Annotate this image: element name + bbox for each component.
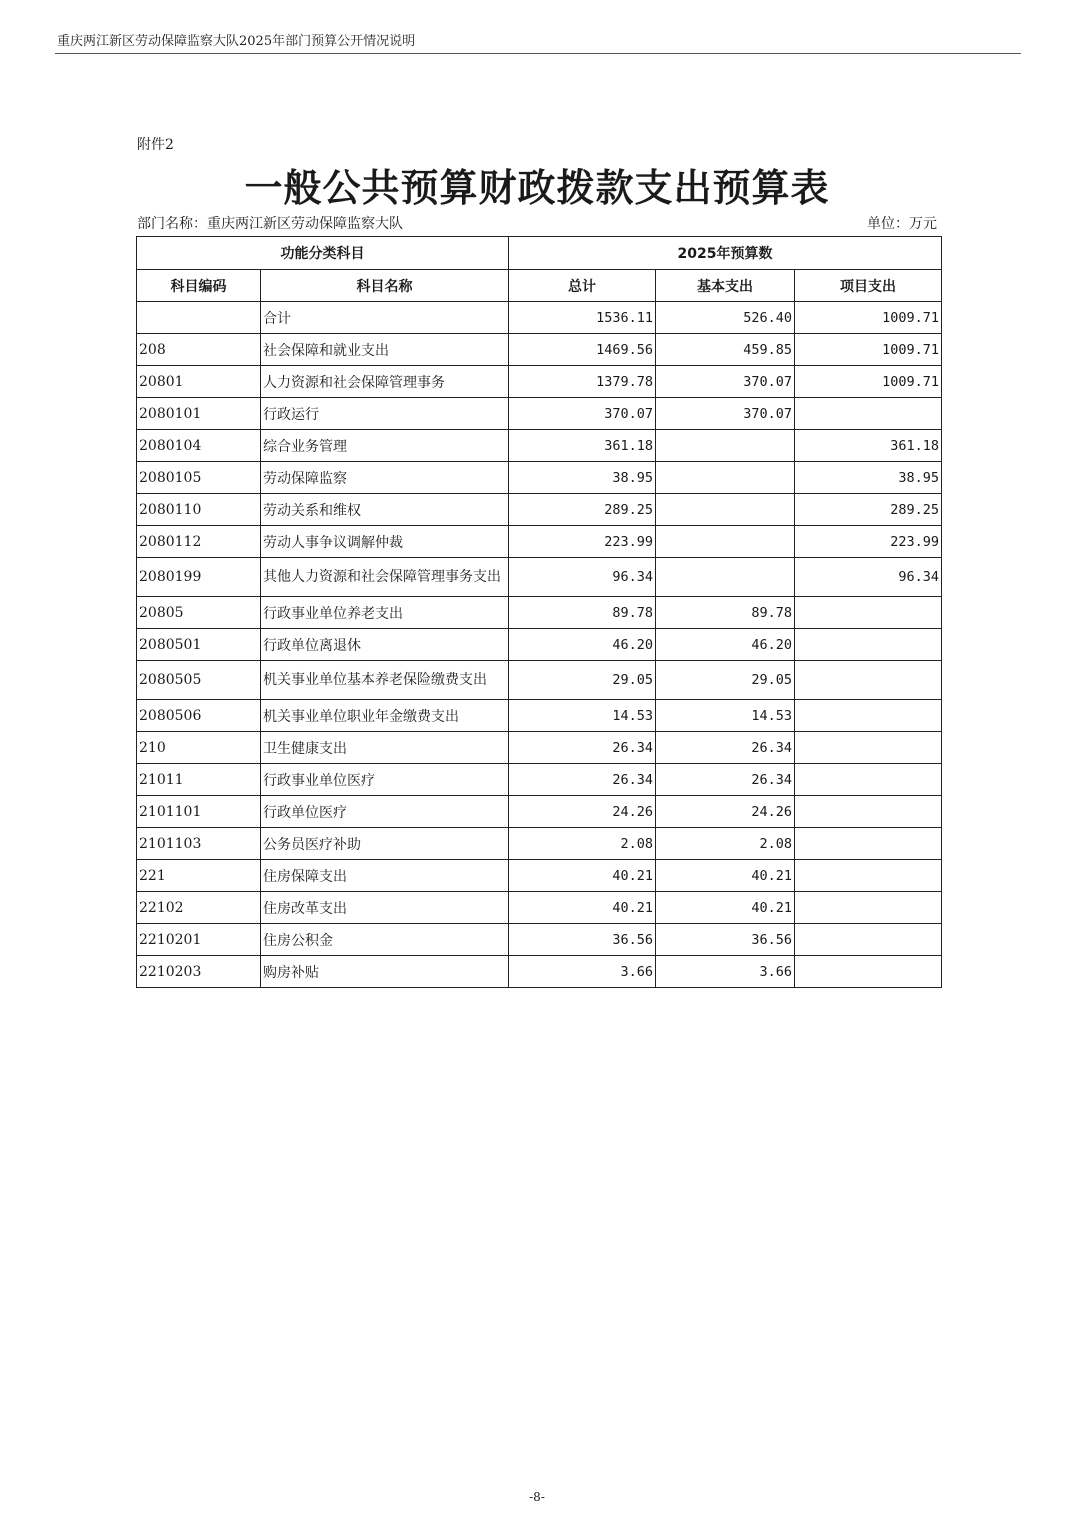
cell-name: 行政事业单位医疗: [261, 764, 509, 796]
cell-basic: 26.34: [656, 732, 795, 764]
cell-code: 2101103: [137, 828, 261, 860]
cell-project: [795, 398, 942, 430]
cell-code: 221: [137, 860, 261, 892]
cell-basic: 40.21: [656, 860, 795, 892]
cell-code: 2080101: [137, 398, 261, 430]
header-project: 项目支出: [795, 270, 942, 302]
cell-project: [795, 860, 942, 892]
cell-total: 38.95: [509, 462, 656, 494]
cell-total: 1469.56: [509, 334, 656, 366]
cell-total: 289.25: [509, 494, 656, 526]
cell-name: 公务员医疗补助: [261, 828, 509, 860]
cell-project: 1009.71: [795, 366, 942, 398]
cell-basic: [656, 558, 795, 597]
cell-basic: 46.20: [656, 629, 795, 661]
department-label: 部门名称：重庆两江新区劳动保障监察大队: [137, 216, 403, 232]
cell-project: [795, 828, 942, 860]
cell-name: 行政事业单位养老支出: [261, 597, 509, 629]
cell-code: 2080105: [137, 462, 261, 494]
cell-code: 2080104: [137, 430, 261, 462]
cell-code: 2101101: [137, 796, 261, 828]
cell-code: 20805: [137, 597, 261, 629]
cell-code: 2210201: [137, 924, 261, 956]
cell-total: 26.34: [509, 732, 656, 764]
cell-basic: 14.53: [656, 700, 795, 732]
cell-name: 人力资源和社会保障管理事务: [261, 366, 509, 398]
header-basic: 基本支出: [656, 270, 795, 302]
cell-total: 361.18: [509, 430, 656, 462]
cell-total: 24.26: [509, 796, 656, 828]
table-row: [137, 661, 942, 700]
cell-name: 行政单位医疗: [261, 796, 509, 828]
running-header: 重庆两江新区劳动保障监察大队2025年部门预算公开情况说明: [57, 34, 416, 49]
table-row: [137, 334, 942, 366]
cell-project: 1009.71: [795, 334, 942, 366]
cell-total: 36.56: [509, 924, 656, 956]
cell-total: 40.21: [509, 860, 656, 892]
cell-total: 1379.78: [509, 366, 656, 398]
cell-project: [795, 796, 942, 828]
table-group-header-row: [137, 237, 942, 270]
cell-basic: [656, 430, 795, 462]
cell-basic: 459.85: [656, 334, 795, 366]
cell-code: 2080110: [137, 494, 261, 526]
table-row: [137, 398, 942, 430]
cell-basic: 26.34: [656, 764, 795, 796]
cell-project: [795, 597, 942, 629]
cell-project: [795, 700, 942, 732]
table-row: [137, 732, 942, 764]
cell-basic: 29.05: [656, 661, 795, 700]
page-number: -8-: [529, 1490, 545, 1504]
cell-name: 其他人力资源和社会保障管理事务支出: [261, 558, 509, 597]
table-row: [137, 526, 942, 558]
cell-project: 1009.71: [795, 302, 942, 334]
table-row: [137, 558, 942, 597]
cell-basic: 24.26: [656, 796, 795, 828]
cell-project: [795, 924, 942, 956]
header-code: 科目编码: [137, 270, 261, 302]
cell-total: 2.08: [509, 828, 656, 860]
cell-name: 住房公积金: [261, 924, 509, 956]
cell-code: 2080112: [137, 526, 261, 558]
cell-name: 劳动保障监察: [261, 462, 509, 494]
header-divider: [55, 53, 1021, 54]
cell-total: 89.78: [509, 597, 656, 629]
table-row: [137, 629, 942, 661]
cell-name: 购房补贴: [261, 956, 509, 988]
cell-name: 劳动人事争议调解仲裁: [261, 526, 509, 558]
table-row: [137, 924, 942, 956]
cell-project: [795, 764, 942, 796]
cell-code: 21011: [137, 764, 261, 796]
cell-name: 综合业务管理: [261, 430, 509, 462]
cell-name: 卫生健康支出: [261, 732, 509, 764]
cell-total: 96.34: [509, 558, 656, 597]
cell-name: 住房改革支出: [261, 892, 509, 924]
cell-code: 2080505: [137, 661, 261, 700]
cell-basic: 526.40: [656, 302, 795, 334]
cell-code: 2080199: [137, 558, 261, 597]
cell-total: 223.99: [509, 526, 656, 558]
cell-total: 40.21: [509, 892, 656, 924]
cell-project: [795, 661, 942, 700]
cell-project: 96.34: [795, 558, 942, 597]
cell-basic: 2.08: [656, 828, 795, 860]
cell-name: 机关事业单位基本养老保险缴费支出: [261, 661, 509, 700]
cell-basic: [656, 494, 795, 526]
table-row: [137, 892, 942, 924]
table-row: [137, 796, 942, 828]
cell-basic: 36.56: [656, 924, 795, 956]
header-functional-category: 功能分类科目: [137, 237, 509, 270]
cell-code: 22102: [137, 892, 261, 924]
table-row: [137, 860, 942, 892]
cell-name: 合计: [261, 302, 509, 334]
cell-code: 20801: [137, 366, 261, 398]
table-row: [137, 366, 942, 398]
table-row: [137, 764, 942, 796]
table-row: [137, 302, 942, 334]
cell-total: 14.53: [509, 700, 656, 732]
cell-project: [795, 629, 942, 661]
cell-basic: 40.21: [656, 892, 795, 924]
cell-project: 361.18: [795, 430, 942, 462]
cell-basic: 89.78: [656, 597, 795, 629]
cell-basic: [656, 462, 795, 494]
header-name: 科目名称: [261, 270, 509, 302]
header-total: 总计: [509, 270, 656, 302]
table-row: [137, 462, 942, 494]
table-row: [137, 828, 942, 860]
table-row: [137, 700, 942, 732]
cell-code: 2210203: [137, 956, 261, 988]
budget-table: [136, 236, 942, 988]
cell-project: 38.95: [795, 462, 942, 494]
table-row: [137, 597, 942, 629]
cell-code: [137, 302, 261, 334]
attachment-label: 附件2: [137, 137, 174, 153]
cell-total: 3.66: [509, 956, 656, 988]
cell-code: 210: [137, 732, 261, 764]
cell-project: [795, 732, 942, 764]
unit-label: 单位：万元: [867, 216, 937, 232]
cell-basic: 370.07: [656, 366, 795, 398]
cell-name: 住房保障支出: [261, 860, 509, 892]
cell-project: [795, 956, 942, 988]
cell-basic: 3.66: [656, 956, 795, 988]
cell-basic: [656, 526, 795, 558]
table-body: [137, 302, 942, 988]
cell-code: 2080506: [137, 700, 261, 732]
cell-total: 370.07: [509, 398, 656, 430]
cell-project: 223.99: [795, 526, 942, 558]
table-row: [137, 956, 942, 988]
page-title: 一般公共预算财政拨款支出预算表: [244, 166, 830, 210]
cell-total: 46.20: [509, 629, 656, 661]
table-column-header-row: [137, 270, 942, 302]
table-row: [137, 494, 942, 526]
header-budget-year: 2025年预算数: [509, 237, 942, 270]
cell-name: 社会保障和就业支出: [261, 334, 509, 366]
cell-total: 26.34: [509, 764, 656, 796]
cell-total: 1536.11: [509, 302, 656, 334]
table-row: [137, 430, 942, 462]
cell-project: [795, 892, 942, 924]
cell-name: 行政运行: [261, 398, 509, 430]
cell-name: 行政单位离退休: [261, 629, 509, 661]
cell-code: 2080501: [137, 629, 261, 661]
cell-total: 29.05: [509, 661, 656, 700]
cell-code: 208: [137, 334, 261, 366]
cell-basic: 370.07: [656, 398, 795, 430]
cell-name: 机关事业单位职业年金缴费支出: [261, 700, 509, 732]
cell-name: 劳动关系和维权: [261, 494, 509, 526]
cell-project: 289.25: [795, 494, 942, 526]
